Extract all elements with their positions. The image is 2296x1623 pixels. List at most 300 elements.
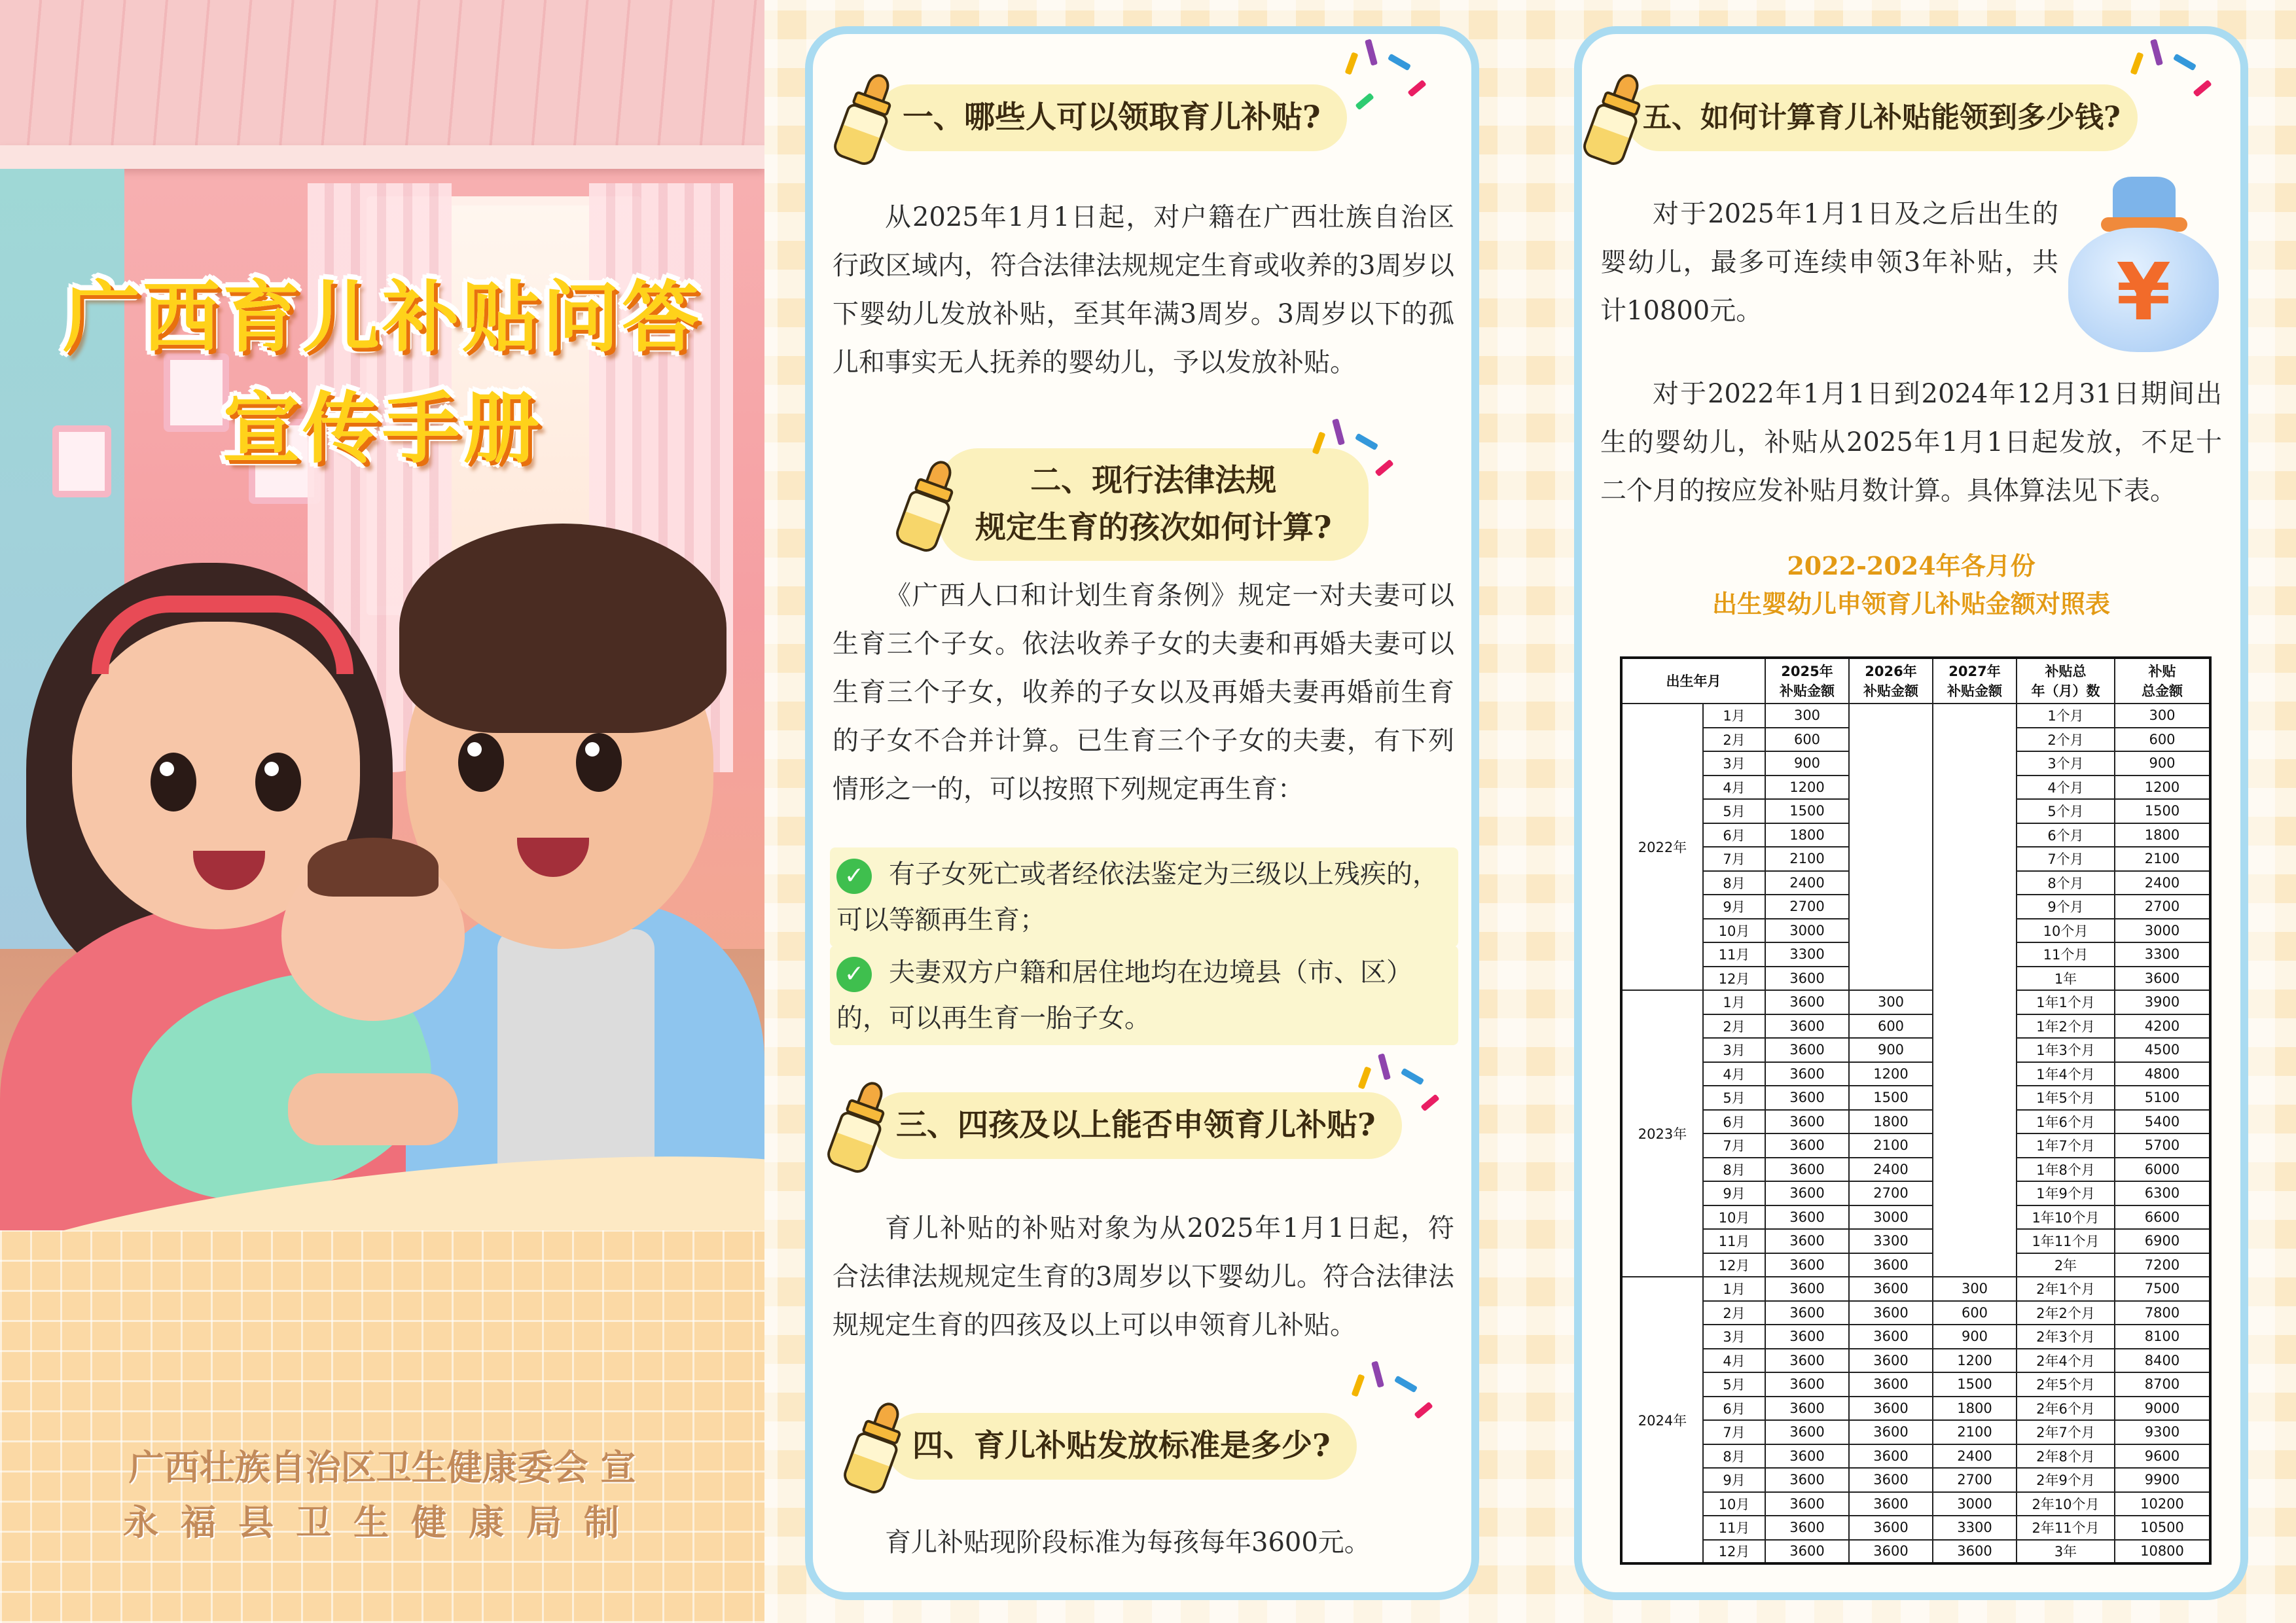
- table-cell: 3600: [1765, 1014, 1849, 1039]
- table-cell: 3600: [1765, 1492, 1849, 1516]
- cover-title: [0, 262, 764, 484]
- table-cell: 12月: [1703, 1253, 1765, 1277]
- table-cell: [1933, 942, 2017, 967]
- table-cell: 3600: [1849, 1420, 1933, 1444]
- table-row: [1621, 942, 2210, 967]
- q4-title: 四、育儿补贴发放标准是多少?: [886, 1413, 1357, 1480]
- table-row: [1621, 1038, 2210, 1062]
- table-cell: 1800: [2115, 823, 2210, 847]
- table-cell: [1849, 776, 1933, 800]
- table-cell: [1933, 895, 2017, 919]
- table-cell: [1933, 1253, 2017, 1277]
- table-cell: 2400: [1849, 1158, 1933, 1182]
- baby-hair: [308, 838, 439, 897]
- q2-text: 《广西人口和计划生育条例》规定一对夫妻可以生育三个子女。依法收养子女的夫妻和再婚夫妻可以生育三个子女，收养的子女以及再婚夫妻再婚前生育的子女不合并计算。已生育三个子女的夫妻，有下列情形之一的，可以按照下列规定再生育：: [833, 580, 1454, 804]
- table-cell: [1933, 728, 2017, 752]
- table-cell: 3600: [1765, 1277, 1849, 1301]
- table-cell: 3600: [1765, 1516, 1849, 1540]
- table-row: [1621, 1301, 2210, 1325]
- table-cell: 300: [2115, 704, 2210, 728]
- table-cell: 1800: [1933, 1397, 2017, 1421]
- cover-title-line2: 宣传手册: [222, 383, 542, 474]
- table-year-cell: 2022年: [1621, 704, 1703, 990]
- table-title-line1: 2022-2024年各月份: [1787, 551, 2036, 580]
- table-cell: 300: [1933, 1277, 2017, 1301]
- table-cell: [1933, 1181, 2017, 1205]
- table-cell: 1年8个月: [2017, 1158, 2115, 1182]
- table-cell: 3600: [1849, 1397, 1933, 1421]
- table-cell: 1月: [1703, 990, 1765, 1014]
- table-cell: [1849, 847, 1933, 871]
- q2-title: [939, 448, 1369, 561]
- table-cell: 2月: [1703, 1014, 1765, 1039]
- q5-text2: 对于2022年1月1日到2024年12月31日期间出生的婴幼儿，补贴从2025年1月1日起发放，不足十二个月的按应发补贴月数计算。具体算法见下表。: [1600, 379, 2222, 506]
- table-cell: 1200: [1765, 776, 1849, 800]
- check-circle-icon: ✓: [836, 859, 872, 894]
- table-cell: 2年: [2017, 1253, 2115, 1277]
- table-cell: 3600: [1765, 1038, 1849, 1062]
- table-cell: 9300: [2115, 1420, 2210, 1444]
- table-cell: 1年1个月: [2017, 990, 2115, 1014]
- q1-body: [833, 193, 1454, 387]
- confetti-icon: [2127, 39, 2219, 118]
- table-cell: 4月: [1703, 776, 1765, 800]
- table-cell: 2个月: [2017, 728, 2115, 752]
- q5-body2: [1600, 370, 2222, 515]
- table-cell: 8100: [2115, 1325, 2210, 1349]
- q1-title: 一、哪些人可以领取育儿补贴?: [876, 84, 1347, 151]
- table-cell: [1933, 1062, 2017, 1086]
- table-cell: [1933, 871, 2017, 895]
- table-cell: 2700: [1933, 1468, 2017, 1492]
- table-cell: 2100: [2115, 847, 2210, 871]
- table-cell: 7月: [1703, 1420, 1765, 1444]
- table-cell: [1933, 799, 2017, 823]
- table-cell: 2400: [2115, 871, 2210, 895]
- table-cell: 3600: [1849, 1468, 1933, 1492]
- table-cell: 1500: [1933, 1372, 2017, 1397]
- table-cell: 11月: [1703, 1229, 1765, 1253]
- table-cell: 2100: [1933, 1420, 2017, 1444]
- table-cell: 8700: [2115, 1372, 2210, 1397]
- table-cell: 2年4个月: [2017, 1349, 2115, 1373]
- table-cell: 3300: [1849, 1229, 1933, 1253]
- table-cell: 8400: [2115, 1349, 2210, 1373]
- table-cell: 1年10个月: [2017, 1205, 2115, 1230]
- table-cell: 3600: [1849, 1253, 1933, 1277]
- table-header-cell: 补贴总 年（月）数: [2017, 658, 2115, 704]
- table-row: [1621, 1492, 2210, 1516]
- table-cell: 3年: [2017, 1540, 2115, 1564]
- cover-title-line1: 广西育儿补贴问答: [62, 272, 702, 363]
- table-cell: 2100: [1849, 1133, 1933, 1158]
- table-cell: 5月: [1703, 1086, 1765, 1110]
- table-cell: 4个月: [2017, 776, 2115, 800]
- table-cell: 4500: [2115, 1038, 2210, 1062]
- q2-title-line1: 二、现行法律法规: [1030, 463, 1277, 499]
- table-cell: 3300: [2115, 942, 2210, 967]
- table-cell: 600: [2115, 728, 2210, 752]
- table-cell: 6个月: [2017, 823, 2115, 847]
- dad-eye: [576, 733, 622, 792]
- q3-heading: [834, 1080, 1402, 1171]
- table-cell: 8月: [1703, 1444, 1765, 1469]
- table-cell: 3月: [1703, 1325, 1765, 1349]
- table-header-cell: 2026年 补贴金额: [1849, 658, 1933, 704]
- table-cell: 3600: [1765, 1372, 1849, 1397]
- table-cell: 7800: [2115, 1301, 2210, 1325]
- table-cell: 8月: [1703, 871, 1765, 895]
- table-cell: 10月: [1703, 919, 1765, 943]
- table-cell: 1年5个月: [2017, 1086, 2115, 1110]
- table-row: [1621, 1468, 2210, 1492]
- table-cell: [1933, 1014, 2017, 1039]
- table-cell: 3600: [1849, 1349, 1933, 1373]
- table-cell: [1933, 1133, 2017, 1158]
- table-cell: 2月: [1703, 728, 1765, 752]
- table-cell: 5100: [2115, 1086, 2210, 1110]
- table-cell: 3600: [1849, 1492, 1933, 1516]
- table-cell: 3600: [1849, 1325, 1933, 1349]
- table-cell: 3600: [1765, 1110, 1849, 1134]
- table-year-cell: 2023年: [1621, 990, 1703, 1277]
- table-title-line2: 出生婴幼儿申领育儿补贴金额对照表: [1712, 589, 2110, 618]
- q2-item2-text: 夫妻双方户籍和居住地均在边境县（市、区）的，可以再生育一胎子女。: [836, 957, 1412, 1033]
- table-cell: 2700: [1849, 1181, 1933, 1205]
- table-row: [1621, 1277, 2210, 1301]
- table-cell: 11月: [1703, 1516, 1765, 1540]
- table-row: [1621, 1516, 2210, 1540]
- table-cell: 10月: [1703, 1492, 1765, 1516]
- table-header-cell: 2025年 补贴金额: [1765, 658, 1849, 704]
- table-cell: 1200: [1849, 1062, 1933, 1086]
- table-cell: 9600: [2115, 1444, 2210, 1469]
- table-cell: 3600: [1765, 1397, 1849, 1421]
- table-cell: 3600: [1849, 1277, 1933, 1301]
- table-cell: 3600: [1765, 1229, 1849, 1253]
- table-cell: 6300: [2115, 1181, 2210, 1205]
- table-cell: [1933, 704, 2017, 728]
- table-cell: 12月: [1703, 1540, 1765, 1564]
- table-cell: 2100: [1765, 847, 1849, 871]
- table-row: [1621, 967, 2210, 991]
- publisher: [0, 1440, 764, 1550]
- table-cell: 2年3个月: [2017, 1325, 2115, 1349]
- q4-text: 育儿补贴现阶段标准为每孩每年3600元。: [885, 1527, 1371, 1558]
- table-cell: 3600: [1765, 1253, 1849, 1277]
- table-cell: [1933, 1229, 2017, 1253]
- table-cell: 4月: [1703, 1062, 1765, 1086]
- table-cell: 3600: [1933, 1540, 2017, 1564]
- table-cell: 2年10个月: [2017, 1492, 2115, 1516]
- table-cell: 3600: [1765, 1301, 1849, 1325]
- table-header-cell: 出生年月: [1621, 658, 1765, 704]
- table-row: [1621, 871, 2210, 895]
- table-cell: [1849, 751, 1933, 776]
- table-cell: 3000: [1765, 919, 1849, 943]
- table-cell: 600: [1933, 1301, 2017, 1325]
- table-cell: 7月: [1703, 1133, 1765, 1158]
- table-cell: 6600: [2115, 1205, 2210, 1230]
- table-cell: 300: [1765, 704, 1849, 728]
- table-cell: 1500: [1849, 1086, 1933, 1110]
- room-ceiling: [0, 0, 764, 151]
- table-cell: 3000: [1933, 1492, 2017, 1516]
- table-cell: 1年6个月: [2017, 1110, 2115, 1134]
- table-cell: 4200: [2115, 1014, 2210, 1039]
- table-cell: [1849, 704, 1933, 728]
- table-cell: [1933, 1086, 2017, 1110]
- table-row: [1621, 1133, 2210, 1158]
- table-cell: 900: [1849, 1038, 1933, 1062]
- table-cell: 1月: [1703, 704, 1765, 728]
- table-cell: 3600: [1765, 1062, 1849, 1086]
- confetti-icon: [1309, 419, 1401, 497]
- table-row: [1621, 1540, 2210, 1564]
- table-cell: 8个月: [2017, 871, 2115, 895]
- publisher-line1: 广西壮族自治区卫生健康委会 宣: [128, 1446, 636, 1488]
- table-cell: 7200: [2115, 1253, 2210, 1277]
- table-cell: 3600: [1765, 1086, 1849, 1110]
- table-row: [1621, 1397, 2210, 1421]
- table-cell: 3600: [1849, 1301, 1933, 1325]
- q2-body: [833, 571, 1454, 813]
- table-row: [1621, 919, 2210, 943]
- table-cell: 3600: [1765, 1158, 1849, 1182]
- table-cell: 8月: [1703, 1158, 1765, 1182]
- table-year-cell: 2024年: [1621, 1277, 1703, 1563]
- table-row: [1621, 895, 2210, 919]
- table-cell: 3600: [1765, 990, 1849, 1014]
- table-row: [1621, 1014, 2210, 1039]
- table-cell: 9个月: [2017, 895, 2115, 919]
- q2-item1-text: 有子女死亡或者经依法鉴定为三级以上残疾的，可以等额再生育；: [836, 859, 1439, 935]
- table-cell: 1年2个月: [2017, 1014, 2115, 1039]
- table-cell: 2年2个月: [2017, 1301, 2115, 1325]
- table-cell: 5个月: [2017, 799, 2115, 823]
- table-cell: 4800: [2115, 1062, 2210, 1086]
- table-row: [1621, 823, 2210, 847]
- q3-body: [833, 1204, 1454, 1349]
- q4-body: [833, 1518, 1454, 1567]
- table-row: [1621, 1349, 2210, 1373]
- table-row: [1621, 1372, 2210, 1397]
- table-cell: 3000: [1849, 1205, 1933, 1230]
- table-cell: 10800: [2115, 1540, 2210, 1564]
- mom-eye: [151, 753, 196, 812]
- table-cell: 7个月: [2017, 847, 2115, 871]
- q3-text: 育儿补贴的补贴对象为从2025年1月1日起，符合法律法规规定生育的3周岁以下婴幼儿。符合法律法规规定生育的四孩及以上可以申领育儿补贴。: [833, 1213, 1454, 1340]
- table-cell: 3600: [1765, 1540, 1849, 1564]
- table-cell: 6月: [1703, 1110, 1765, 1134]
- table-cell: 2年8个月: [2017, 1444, 2115, 1469]
- table-cell: [1849, 728, 1933, 752]
- table-cell: 11月: [1703, 942, 1765, 967]
- table-cell: 3600: [2115, 967, 2210, 991]
- table-cell: 3个月: [2017, 751, 2115, 776]
- check-circle-icon: ✓: [836, 957, 872, 992]
- table-cell: [1933, 751, 2017, 776]
- q5-body1: [1600, 190, 2058, 335]
- q2-heading: [903, 448, 1369, 561]
- table-cell: 1200: [2115, 776, 2210, 800]
- table-cell: 10个月: [2017, 919, 2115, 943]
- table-header-row: [1621, 658, 2210, 704]
- table-cell: 10月: [1703, 1205, 1765, 1230]
- table-cell: 2400: [1765, 871, 1849, 895]
- table-cell: 9月: [1703, 1181, 1765, 1205]
- money-bag-icon: ¥: [2068, 177, 2219, 347]
- table-cell: 2700: [2115, 895, 2210, 919]
- ceiling-molding: [0, 145, 764, 169]
- table-cell: [1933, 990, 2017, 1014]
- q1-text: 从2025年1月1日起，对户籍在广西壮族自治区行政区域内，符合法律法规规定生育或收养的3周岁以下婴幼儿发放补贴，至其年满3周岁。3周岁以下的孤儿和事实无人抚养的婴幼儿，予以发放补贴。: [833, 202, 1454, 378]
- table-cell: [1849, 871, 1933, 895]
- table-row: [1621, 1062, 2210, 1086]
- table-cell: 9月: [1703, 895, 1765, 919]
- table-cell: 1200: [1933, 1349, 2017, 1373]
- table-cell: 3600: [1849, 1540, 1933, 1564]
- table-row: [1621, 990, 2210, 1014]
- table-cell: 1年: [2017, 967, 2115, 991]
- dad-eye: [458, 733, 504, 792]
- q3-title: 三、四孩及以上能否申领育儿补贴?: [870, 1092, 1402, 1159]
- table-title: [1574, 547, 2248, 623]
- table-cell: 1800: [1765, 823, 1849, 847]
- q2-item1: [830, 847, 1458, 947]
- table-cell: 3600: [1765, 1325, 1849, 1349]
- dad-hair: [399, 524, 726, 733]
- table-row: [1621, 1229, 2210, 1253]
- table-cell: [1933, 823, 2017, 847]
- table-cell: [1933, 1158, 2017, 1182]
- table-cell: 2年11个月: [2017, 1516, 2115, 1540]
- table-cell: [1849, 895, 1933, 919]
- table-cell: 3600: [1765, 1133, 1849, 1158]
- table-cell: 10200: [2115, 1492, 2210, 1516]
- cover-panel: [0, 0, 764, 1623]
- subsidy-table: [1620, 656, 2212, 1565]
- table-row: [1621, 1205, 2210, 1230]
- table-cell: 3600: [1765, 1181, 1849, 1205]
- table-cell: [1933, 1038, 2017, 1062]
- table-cell: 5700: [2115, 1133, 2210, 1158]
- confetti-icon: [1348, 1361, 1440, 1440]
- table-cell: 3600: [1849, 1516, 1933, 1540]
- table-row: [1621, 847, 2210, 871]
- table-cell: 3600: [1765, 1420, 1849, 1444]
- table-cell: [1933, 967, 2017, 991]
- table-cell: 900: [1933, 1325, 2017, 1349]
- table-cell: [1933, 1205, 2017, 1230]
- table-cell: 11个月: [2017, 942, 2115, 967]
- table-cell: 1月: [1703, 1277, 1765, 1301]
- q5-title: 五、如何计算育儿补贴能领到多少钱?: [1626, 84, 2138, 151]
- table-cell: 5400: [2115, 1110, 2210, 1134]
- table-cell: 3600: [1765, 1468, 1849, 1492]
- q5-heading: [1590, 72, 2138, 164]
- table-row: [1621, 1420, 2210, 1444]
- table-cell: 600: [1765, 728, 1849, 752]
- dad-hand: [288, 1073, 458, 1145]
- table-row: [1621, 1444, 2210, 1469]
- table-cell: [1933, 776, 2017, 800]
- table-cell: 9000: [2115, 1397, 2210, 1421]
- table-cell: 3600: [1765, 1205, 1849, 1230]
- table-cell: 3300: [1933, 1516, 2017, 1540]
- table-cell: 1500: [2115, 799, 2210, 823]
- table-cell: 1800: [1849, 1110, 1933, 1134]
- table-row: [1621, 1110, 2210, 1134]
- table-cell: 2年5个月: [2017, 1372, 2115, 1397]
- confetti-icon: [1355, 1054, 1446, 1132]
- table-cell: 3900: [2115, 990, 2210, 1014]
- table-cell: 5月: [1703, 1372, 1765, 1397]
- table-cell: 3000: [2115, 919, 2210, 943]
- table-cell: 10500: [2115, 1516, 2210, 1540]
- table-cell: 9月: [1703, 1468, 1765, 1492]
- table-header-cell: 2027年 补贴金额: [1933, 658, 2017, 704]
- table-cell: [1849, 799, 1933, 823]
- table-header-cell: 补贴 总金额: [2115, 658, 2210, 704]
- table-cell: 3月: [1703, 1038, 1765, 1062]
- table-cell: [1849, 967, 1933, 991]
- publisher-line2: 永福县卫生健康局制: [123, 1501, 641, 1543]
- table-cell: 5月: [1703, 799, 1765, 823]
- table-cell: 6月: [1703, 823, 1765, 847]
- table-cell: 3600: [1849, 1444, 1933, 1469]
- table-cell: 2月: [1703, 1301, 1765, 1325]
- table-cell: 3600: [1765, 967, 1849, 991]
- table-cell: 600: [1849, 1014, 1933, 1039]
- table-row: [1621, 751, 2210, 776]
- table-cell: 2年7个月: [2017, 1420, 2115, 1444]
- table-row: [1621, 1181, 2210, 1205]
- table-cell: 3600: [1765, 1349, 1849, 1373]
- table-header: [1621, 658, 2210, 704]
- confetti-icon: [1342, 39, 1433, 118]
- table-cell: 300: [1849, 990, 1933, 1014]
- table-cell: 7500: [2115, 1277, 2210, 1301]
- table-row: [1621, 1325, 2210, 1349]
- table-cell: [1933, 919, 2017, 943]
- table-row: [1621, 1158, 2210, 1182]
- table-cell: [1849, 919, 1933, 943]
- table-cell: 2年1个月: [2017, 1277, 2115, 1301]
- table-cell: 6月: [1703, 1397, 1765, 1421]
- table-cell: 1年4个月: [2017, 1062, 2115, 1086]
- mom-eye: [255, 753, 301, 812]
- table-row: [1621, 1253, 2210, 1277]
- table-cell: 12月: [1703, 967, 1765, 991]
- table-cell: [1849, 823, 1933, 847]
- q5-text1: 对于2025年1月1日及之后出生的婴幼儿，最多可连续申领3年补贴，共计10800元。: [1600, 199, 2058, 326]
- table-cell: 1年7个月: [2017, 1133, 2115, 1158]
- table-cell: [1849, 942, 1933, 967]
- table-row: [1621, 776, 2210, 800]
- table-cell: 3600: [1849, 1372, 1933, 1397]
- table-cell: 1年9个月: [2017, 1181, 2115, 1205]
- table-cell: 900: [2115, 751, 2210, 776]
- table-row: [1621, 704, 2210, 728]
- table-cell: 6900: [2115, 1229, 2210, 1253]
- table-cell: [1933, 1110, 2017, 1134]
- table-body: [1621, 704, 2210, 1563]
- cover-grid: [0, 1230, 764, 1623]
- table-row: [1621, 728, 2210, 752]
- table-cell: 2700: [1765, 895, 1849, 919]
- table-cell: 2年9个月: [2017, 1468, 2115, 1492]
